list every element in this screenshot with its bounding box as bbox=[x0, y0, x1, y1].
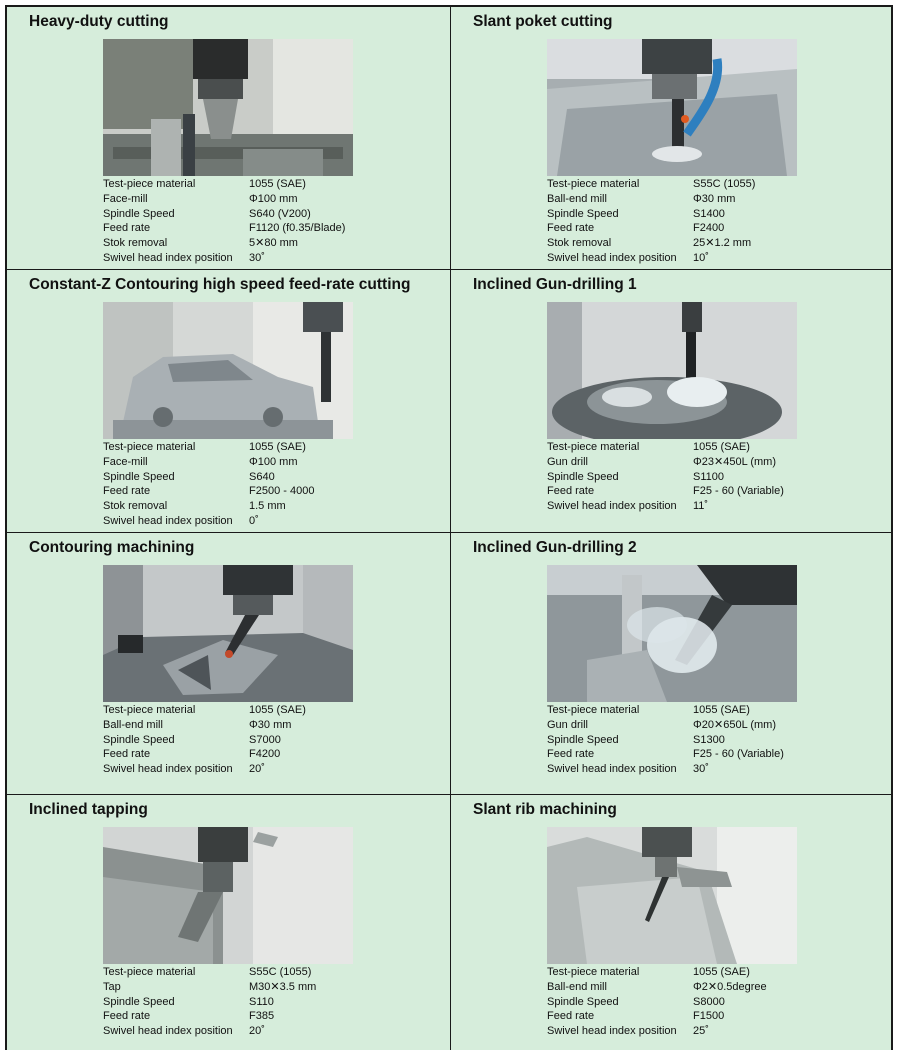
spec-row bbox=[547, 440, 847, 455]
panel-title: Inclined tapping bbox=[29, 801, 148, 818]
spec-value: 30˚ bbox=[693, 763, 709, 776]
spec-row bbox=[103, 484, 403, 499]
contouring-ball-mill-photo bbox=[103, 565, 353, 702]
spec-label: Swivel head index position bbox=[103, 251, 233, 264]
spec-label: Test-piece material bbox=[103, 178, 196, 190]
spec-table bbox=[547, 440, 847, 514]
spec-value: 1055 (SAE) bbox=[693, 704, 750, 716]
spec-value: S8000 bbox=[693, 995, 725, 1008]
spec-label: Spindle Speed bbox=[103, 470, 175, 483]
spec-label: Spindle Speed bbox=[103, 207, 175, 220]
panel-title: Constant-Z Contouring high speed feed-rate cutting bbox=[29, 276, 411, 293]
spec-value: Φ30 mm bbox=[693, 192, 736, 205]
panel-title: Inclined Gun-drilling 2 bbox=[473, 539, 637, 556]
spec-row bbox=[103, 440, 403, 455]
spec-label: Test-piece material bbox=[547, 178, 640, 190]
spec-row bbox=[103, 455, 403, 470]
gun-drill-chips-photo bbox=[547, 302, 797, 439]
spec-label: Stok removal bbox=[547, 237, 612, 250]
spec-table bbox=[103, 440, 403, 529]
spec-row bbox=[103, 251, 403, 266]
spec-label: Swivel head index position bbox=[547, 500, 677, 513]
spec-row bbox=[103, 499, 403, 514]
spec-row bbox=[547, 251, 847, 266]
gun-drill-coolant-photo bbox=[547, 565, 797, 702]
spec-row bbox=[547, 470, 847, 485]
spec-row bbox=[103, 1024, 403, 1039]
spec-label: Gun drill bbox=[547, 455, 588, 468]
spec-label: Ball-end mill bbox=[547, 980, 607, 993]
spec-row bbox=[103, 207, 403, 222]
spec-label: Ball-end mill bbox=[103, 718, 163, 731]
spec-value: S1100 bbox=[693, 470, 724, 483]
spec-value: Φ20✕650L (mm) bbox=[693, 718, 776, 731]
spec-label: Tap bbox=[103, 980, 121, 993]
spec-value: 1055 (SAE) bbox=[249, 441, 306, 453]
spec-label: Swivel head index position bbox=[103, 1025, 233, 1038]
spec-row bbox=[547, 1024, 847, 1039]
panel-contouring-machining bbox=[7, 533, 451, 795]
panel-title: Slant poket cutting bbox=[473, 13, 613, 30]
spec-label: Stok removal bbox=[103, 500, 168, 513]
spec-row bbox=[103, 221, 403, 236]
spec-row bbox=[103, 995, 403, 1010]
spec-value: 1.5 mm bbox=[249, 500, 286, 513]
spec-value: 11˚ bbox=[693, 500, 709, 513]
spindle-face-mill-photo bbox=[103, 39, 353, 176]
spec-value: F4200 bbox=[249, 748, 281, 761]
spec-value: F1500 bbox=[693, 1010, 725, 1023]
spec-label: Spindle Speed bbox=[547, 733, 619, 746]
spec-row bbox=[547, 733, 847, 748]
spec-value: 20˚ bbox=[249, 1025, 265, 1038]
spec-row bbox=[547, 965, 847, 980]
spec-label: Face-mill bbox=[103, 455, 148, 468]
spec-row bbox=[103, 733, 403, 748]
spec-label: Swivel head index position bbox=[103, 763, 233, 776]
spec-table bbox=[103, 965, 403, 1039]
spec-value: 1055 (SAE) bbox=[693, 966, 750, 978]
spec-value: 25˚ bbox=[693, 1025, 709, 1038]
spec-value: 5✕80 mm bbox=[249, 237, 298, 250]
spec-row bbox=[103, 514, 403, 529]
panel-title: Heavy-duty cutting bbox=[29, 13, 169, 30]
spec-row bbox=[103, 703, 403, 718]
spec-label: Spindle Speed bbox=[547, 470, 619, 483]
spec-row bbox=[103, 236, 403, 251]
spec-row bbox=[547, 192, 847, 207]
spec-row bbox=[547, 995, 847, 1010]
spec-value: 1055 (SAE) bbox=[693, 441, 750, 453]
spec-row bbox=[103, 1009, 403, 1024]
spec-label: Test-piece material bbox=[547, 966, 640, 978]
spec-table bbox=[103, 703, 403, 777]
spec-row bbox=[103, 192, 403, 207]
spec-row bbox=[547, 718, 847, 733]
spec-value: F25 - 60 (Variable) bbox=[693, 485, 784, 498]
spec-label: Feed rate bbox=[103, 222, 151, 235]
spec-value: Φ100 mm bbox=[249, 455, 298, 468]
spec-row bbox=[103, 470, 403, 485]
spec-label: Spindle Speed bbox=[547, 995, 619, 1008]
spec-value: S1300 bbox=[693, 733, 725, 746]
spec-label: Test-piece material bbox=[103, 966, 196, 978]
spec-row bbox=[103, 980, 403, 995]
spec-value: S640 bbox=[249, 470, 275, 483]
spec-value: S55C (1055) bbox=[249, 966, 312, 978]
spec-row bbox=[103, 965, 403, 980]
spec-value: F25 - 60 (Variable) bbox=[693, 748, 784, 761]
spec-value: F385 bbox=[249, 1010, 275, 1023]
spec-label: Spindle Speed bbox=[103, 733, 175, 746]
panel-title: Contouring machining bbox=[29, 539, 195, 556]
panel-inclined-tapping bbox=[7, 795, 451, 1050]
panel-title: Slant rib machining bbox=[473, 801, 617, 818]
spec-row bbox=[103, 177, 403, 192]
spec-label: Spindle Speed bbox=[103, 995, 175, 1008]
spec-row bbox=[547, 484, 847, 499]
spec-row bbox=[547, 455, 847, 470]
machining-examples-grid bbox=[5, 5, 893, 1050]
spec-row bbox=[547, 221, 847, 236]
spec-table bbox=[103, 177, 403, 266]
slant-pocket-ball-mill-photo bbox=[547, 39, 797, 176]
spec-row bbox=[103, 718, 403, 733]
spec-value: S1400 bbox=[693, 207, 725, 220]
spec-row bbox=[547, 499, 847, 514]
spec-value: 1055 (SAE) bbox=[249, 704, 306, 716]
spec-label: Gun drill bbox=[547, 718, 588, 731]
spec-label: Feed rate bbox=[547, 485, 595, 498]
spec-value: M30✕3.5 mm bbox=[249, 980, 317, 993]
spec-value: S110 bbox=[249, 995, 274, 1008]
spec-label: Swivel head index position bbox=[547, 251, 677, 264]
spec-value: S55C (1055) bbox=[693, 178, 756, 190]
spec-value: 0˚ bbox=[249, 514, 259, 527]
spec-value: Φ23✕450L (mm) bbox=[693, 455, 776, 468]
spec-value: Φ30 mm bbox=[249, 718, 292, 731]
spec-label: Swivel head index position bbox=[547, 763, 677, 776]
spec-value: S7000 bbox=[249, 733, 281, 746]
spec-row bbox=[103, 762, 403, 777]
car-model-contour-photo bbox=[103, 302, 353, 439]
spec-label: Feed rate bbox=[103, 748, 151, 761]
spec-value: 1055 (SAE) bbox=[249, 178, 306, 190]
spec-value: 30˚ bbox=[249, 251, 265, 264]
spec-value: Φ100 mm bbox=[249, 192, 298, 205]
spec-label: Swivel head index position bbox=[103, 514, 233, 527]
spec-label: Feed rate bbox=[547, 222, 595, 235]
spec-table bbox=[547, 177, 847, 266]
spec-row bbox=[547, 747, 847, 762]
panel-inclined-gun-drilling-2 bbox=[451, 533, 891, 795]
spec-row bbox=[547, 207, 847, 222]
spec-label: Test-piece material bbox=[547, 704, 640, 716]
spec-label: Swivel head index position bbox=[547, 1025, 677, 1038]
panel-inclined-gun-drilling-1 bbox=[451, 270, 891, 533]
spec-label: Stok removal bbox=[103, 237, 168, 250]
spec-label: Feed rate bbox=[103, 1010, 151, 1023]
spec-label: Test-piece material bbox=[547, 441, 640, 453]
panel-title: Inclined Gun-drilling 1 bbox=[473, 276, 637, 293]
spec-label: Feed rate bbox=[547, 1010, 595, 1023]
spec-table bbox=[547, 965, 847, 1039]
spec-value: 20˚ bbox=[249, 763, 265, 776]
spec-value: 10˚ bbox=[693, 251, 709, 264]
spec-value: F1120 (f0.35/Blade) bbox=[249, 222, 346, 235]
spec-row bbox=[547, 703, 847, 718]
spec-label: Feed rate bbox=[103, 485, 151, 498]
panel-heavy-duty-cutting bbox=[7, 7, 451, 270]
spec-row bbox=[547, 236, 847, 251]
spec-row bbox=[103, 747, 403, 762]
spec-value: F2400 bbox=[693, 222, 725, 235]
spec-row bbox=[547, 980, 847, 995]
spec-value: S640 (V200) bbox=[249, 207, 311, 220]
spec-label: Test-piece material bbox=[103, 704, 196, 716]
spec-table bbox=[547, 703, 847, 777]
panel-slant-rib-machining bbox=[451, 795, 891, 1050]
spec-label: Spindle Speed bbox=[547, 207, 619, 220]
spec-label: Face-mill bbox=[103, 192, 148, 205]
panel-slant-poket-cutting bbox=[451, 7, 891, 270]
inclined-tap-photo bbox=[103, 827, 353, 964]
spec-row bbox=[547, 1009, 847, 1024]
spec-label: Test-piece material bbox=[103, 441, 196, 453]
slant-rib-photo bbox=[547, 827, 797, 964]
spec-value: F2500 - 4000 bbox=[249, 485, 315, 498]
spec-value: Φ2✕0.5degree bbox=[693, 980, 767, 993]
spec-row bbox=[547, 177, 847, 192]
spec-value: 25✕1.2 mm bbox=[693, 237, 752, 250]
spec-row bbox=[547, 762, 847, 777]
spec-label: Feed rate bbox=[547, 748, 595, 761]
spec-label: Ball-end mill bbox=[547, 192, 607, 205]
panel-constant-z-contouring bbox=[7, 270, 451, 533]
